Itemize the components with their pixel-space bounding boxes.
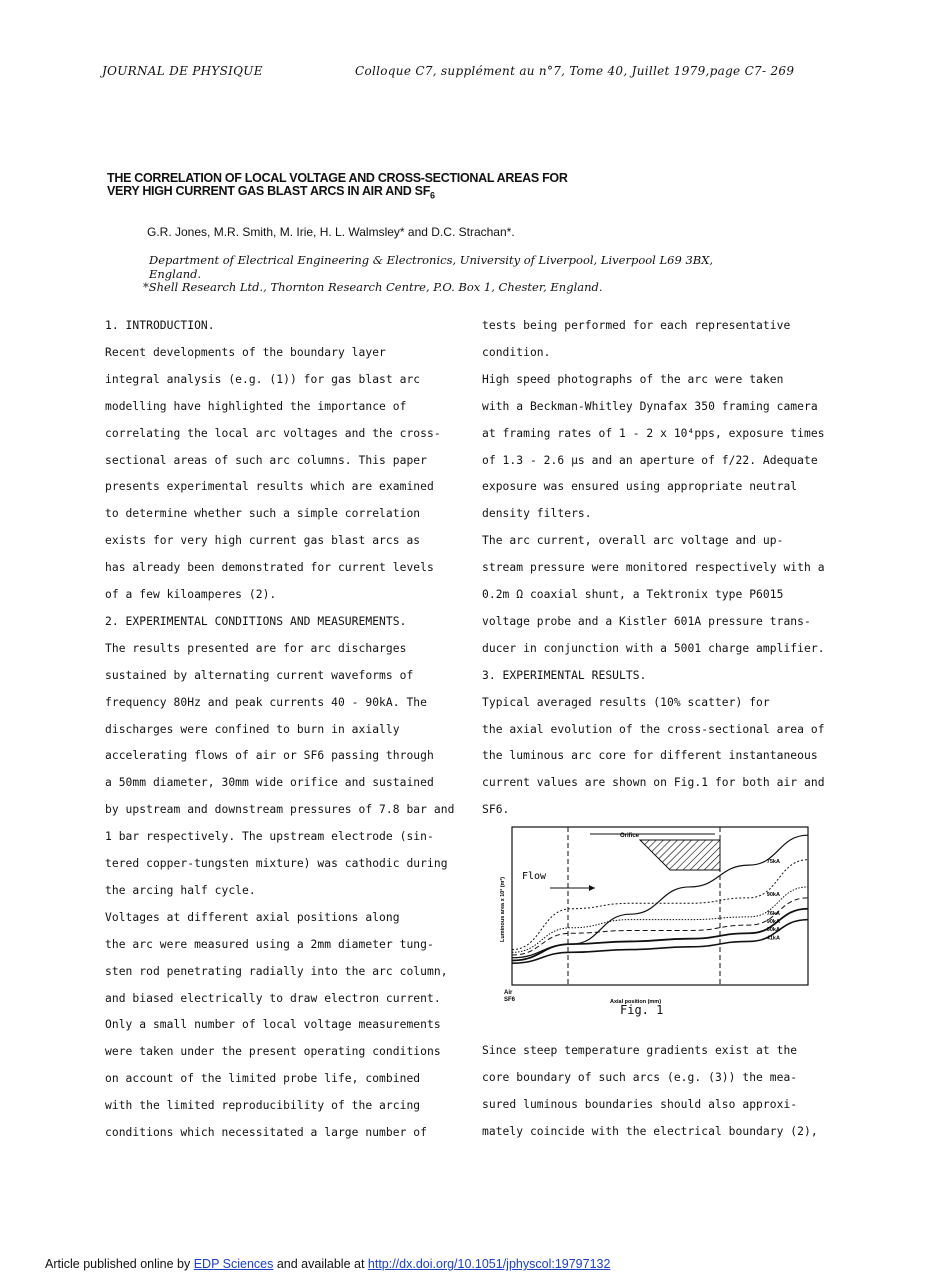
right-column-line-17: current values are shown on Fig.1 for both air and	[482, 776, 825, 790]
figure-1	[490, 822, 820, 1022]
left-column-line-8: exists for very high current gas blast arcs as	[105, 534, 421, 548]
right-column-bottom-line-2: sured luminous boundaries should also approxi-	[482, 1098, 798, 1111]
left-column-line-0: 1. INTRODUCTION.	[105, 319, 215, 332]
left-column-line-30: conditions which necessitated a large number of	[105, 1126, 428, 1139]
series-label-5: 41kA	[766, 935, 780, 942]
left-column-line-3: modelling have highlighted the importance of	[105, 399, 407, 413]
title-subscript: 6	[430, 190, 435, 201]
left-column-line-25: and biased electrically to draw electron current.	[105, 991, 441, 1005]
affiliation-england: England.	[149, 267, 202, 281]
right-column-line-8: The arc current, overall arc voltage and up-	[482, 534, 784, 548]
x-axis-label: Axial position (mm)	[610, 999, 662, 1005]
series-label-2: 76kA	[766, 910, 780, 917]
right-column-line-10: 0.2m Ω coaxial shunt, a Tektronix type P6015	[482, 588, 784, 601]
left-column-line-4: correlating the local arc voltages and the cross-	[105, 426, 441, 440]
left-column-line-15: discharges were confined to burn in axially	[105, 722, 400, 736]
right-column-line-6: exposure was ensured using appropriate neutral	[482, 480, 798, 494]
left-column-line-21: the arcing half cycle.	[105, 883, 256, 897]
right-column-line-9: stream pressure were monitored respectively with a	[482, 561, 825, 575]
authors: G.R. Jones, M.R. Smith, M. Irie, H. L. Walmsley* and D.C. Strachan*.	[147, 225, 515, 239]
left-column-line-19: 1 bar respectively. The upstream electrode (sin-	[105, 830, 434, 844]
right-column-line-1: condition.	[482, 345, 551, 359]
right-column-line-2: High speed photographs of the arc were taken	[482, 372, 784, 386]
left-column-line-24: sten rod penetrating radially into the arc column,	[105, 964, 448, 978]
doi-link[interactable]: http://dx.doi.org/10.1051/jphyscol:19797132	[367, 1257, 611, 1271]
left-column-line-27: were taken under the present operating conditions	[105, 1045, 441, 1059]
right-column-bottom-line-3: mately coincide with the electrical boundary (2),	[482, 1125, 818, 1138]
legend-sf6: SF6	[504, 997, 516, 1003]
left-column-line-28: on account of the limited probe life, combined	[105, 1072, 421, 1086]
footer-text-2: and available at	[273, 1257, 368, 1271]
paper-title	[107, 172, 667, 203]
right-column-line-16: the luminous arc core for different instantaneous	[482, 749, 818, 763]
right-column-line-12: ducer in conjunction with a 5001 charge amplifier.	[482, 641, 825, 655]
affiliation-shell: *Shell Research Ltd., Thornton Research Centre, P.O. Box 1, Chester, England.	[143, 280, 603, 294]
left-column-line-1: Recent developments of the boundary layer	[105, 345, 386, 359]
left-column-line-16: accelerating flows of air or SF6 passing through	[105, 749, 434, 763]
left-column-line-6: presents experimental results which are examined	[105, 480, 434, 494]
left-column-line-17: a 50mm diameter, 30mm wide orifice and sustained	[105, 776, 434, 790]
right-column-bottom-line-1: core boundary of such arcs (e.g. (3)) the mea-	[482, 1071, 798, 1084]
right-column-line-15: the axial evolution of the cross-sectional area of	[482, 722, 825, 736]
left-column-line-20: tered copper-tungsten mixture) was cathodic during	[105, 857, 448, 870]
series-line-1	[512, 860, 808, 950]
left-column-line-5: sectional areas of such arc columns. This paper	[105, 453, 428, 467]
right-column-line-18: SF6.	[482, 803, 510, 817]
series-label-1: 90kA	[766, 891, 780, 898]
y-axis-label: Luminous area x 10² (m²)	[500, 876, 506, 942]
left-column-line-9: has already been demonstrated for current levels	[105, 561, 434, 575]
left-column-line-26: Only a small number of local voltage measurements	[105, 1018, 441, 1032]
title-line-2-text: VERY HIGH CURRENT GAS BLAST ARCS IN AIR AND SF	[107, 184, 431, 198]
right-column-line-3: with a Beckman-Whitley Dynafax 350 framing camera	[482, 399, 818, 413]
chart-curve-labels	[767, 859, 780, 941]
edp-sciences-link[interactable]: EDP Sciences	[193, 1257, 274, 1271]
legend-air: Air	[504, 990, 513, 996]
footer-text-1: Article published online by	[45, 1257, 194, 1271]
series-line-5	[512, 920, 808, 964]
left-column-line-29: with the limited reproducibility of the arcing	[105, 1099, 421, 1113]
left-column-line-11: 2. EXPERIMENTAL CONDITIONS AND MEASUREMENTS.	[105, 614, 407, 628]
colloque-reference: Colloque C7, supplément au n°7, Tome 40, Juillet 1979,page C7- 269	[355, 64, 795, 78]
right-column-bottom-line-0: Since steep temperature gradients exist at the	[482, 1044, 798, 1057]
left-column-line-23: the arc were measured using a 2mm diameter tung-	[105, 937, 434, 951]
left-column-line-10: of a few kiloamperes (2).	[105, 588, 277, 601]
series-line-2	[512, 887, 808, 952]
journal-name: JOURNAL DE PHYSIQUE	[102, 64, 263, 78]
right-column-line-14: Typical averaged results (10% scatter) for	[482, 695, 770, 709]
orifice-label: Orifice	[620, 833, 640, 839]
left-column-line-14: frequency 80Hz and peak currents 40 - 90kA. The	[105, 695, 428, 709]
left-column-line-2: integral analysis (e.g. (1)) for gas blast arc	[105, 372, 421, 386]
right-column-line-5: of 1.3 - 2.6 µs and an aperture of f/22. Adequate	[482, 453, 818, 467]
series-label-3: 90kA	[766, 919, 780, 926]
series-label-0: 75kA	[766, 859, 780, 866]
title-line-1: THE CORRELATION OF LOCAL VOLTAGE AND CROSS-SECTIONAL AREAS FOR	[107, 171, 568, 185]
series-label-4: 60kA	[766, 927, 780, 934]
left-column-line-7: to determine whether such a simple correlation	[105, 507, 421, 521]
left-column-line-12: The results presented are for arc discharges	[105, 641, 407, 655]
right-column-line-11: voltage probe and a Kistler 601A pressure trans-	[482, 614, 811, 628]
left-column-line-18: by upstream and downstream pressures of 7.8 bar and	[105, 803, 455, 817]
right-column-line-0: tests being performed for each representative	[482, 319, 791, 332]
right-column-line-4: at framing rates of 1 - 2 x 10⁴pps, exposure times	[482, 426, 825, 440]
left-column-line-13: sustained by alternating current waveforms of	[105, 668, 414, 682]
affiliation-liverpool: Department of Electrical Engineering & Electronics, University of Liverpool, Liverpool L69 3BX,	[149, 253, 714, 267]
flow-arrowhead	[589, 885, 595, 891]
right-column-line-7: density filters.	[482, 507, 592, 521]
figure-caption: Fig. 1	[620, 1003, 664, 1017]
orifice-shape	[640, 840, 720, 870]
flow-label: Flow	[522, 871, 547, 882]
title-line-2	[107, 185, 667, 203]
right-column-line-13: 3. EXPERIMENTAL RESULTS.	[482, 668, 647, 682]
footer	[45, 1257, 610, 1271]
left-column-line-22: Voltages at different axial positions along	[105, 910, 400, 924]
